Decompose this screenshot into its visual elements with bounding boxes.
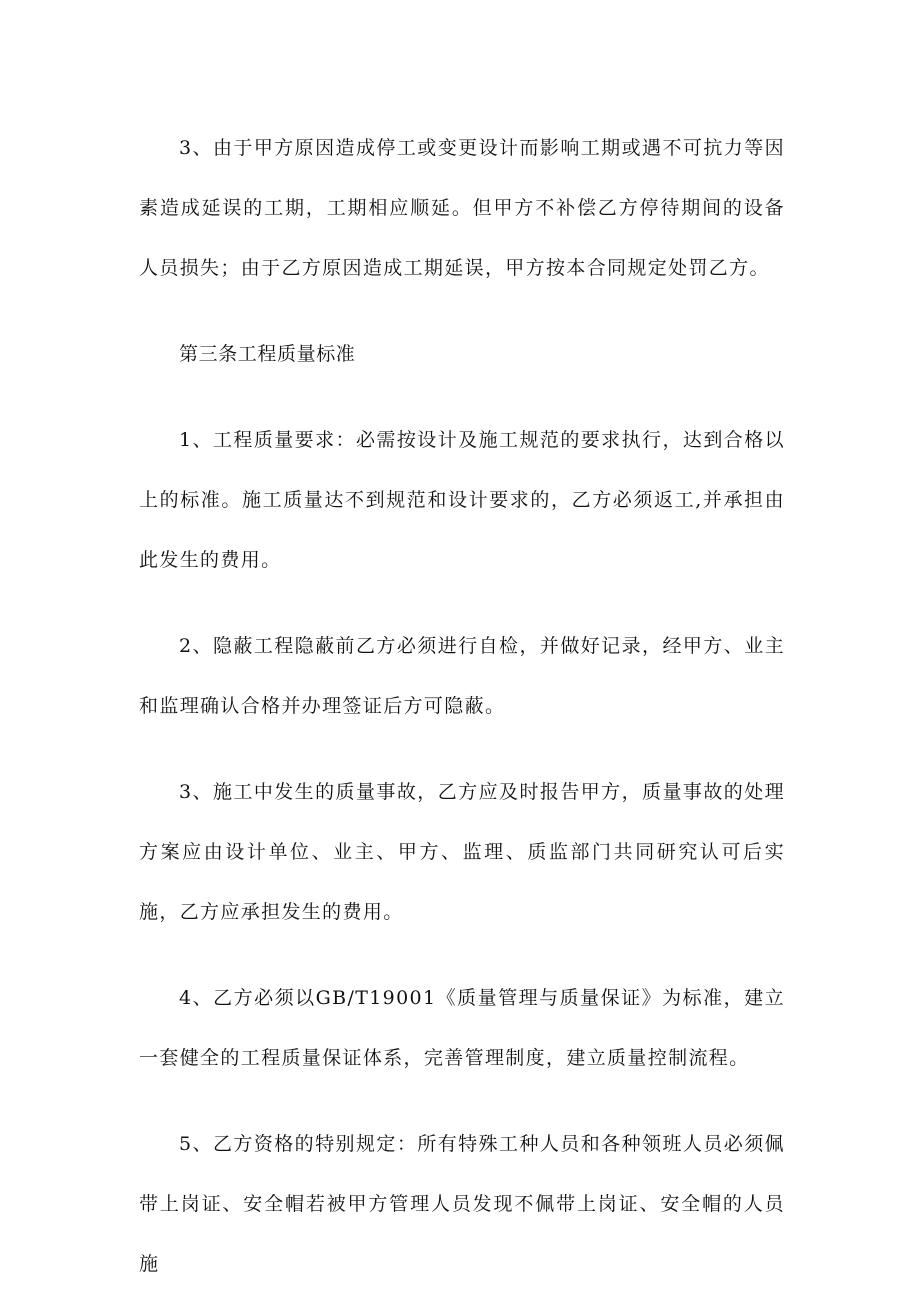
paragraph-qualification-rules: 5、乙方资格的特别规定：所有特殊工种人员和各种领班人员必须佩带上岗证、安全帽若被甲方管理人员发现不佩带上岗证、安全帽的人员施: [139, 1133, 785, 1275]
paragraph-delay-clause: 3、由于甲方原因造成停工或变更设计而影响工期或遇不可抗力等因素造成延误的工期，工期相应顺延。但甲方不补偿乙方停待期间的设备人员损失；由于乙方原因造成工期延误，甲方按本合同规定处罚乙方。: [139, 137, 785, 279]
section-heading-quality-standard: 第三条工程质量标准: [179, 343, 356, 365]
document-body: [139, 118, 785, 1294]
paragraph-quality-requirement: 1、工程质量要求：必需按设计及施工规范的要求执行，达到合格以上的标准。施工质量达不到规范和设计要求的，乙方必须返工,并承担由此发生的费用。: [139, 429, 785, 571]
paragraph-quality-system: 4、乙方必须以GB/T19001《质量管理与质量保证》为标准，建立一套健全的工程质量保证体系，完善管理制度，建立质量控制流程。: [139, 987, 785, 1069]
paragraph-quality-accident: 3、施工中发生的质量事故，乙方应及时报告甲方，质量事故的处理方案应由设计单位、业主、甲方、监理、质监部门共同研究认可后实施，乙方应承担发生的费用。: [139, 781, 785, 923]
paragraph-concealed-works: 2、隐蔽工程隐蔽前乙方必须进行自检，并做好记录，经甲方、业主和监理确认合格并办理签证后方可隐蔽。: [139, 635, 785, 717]
